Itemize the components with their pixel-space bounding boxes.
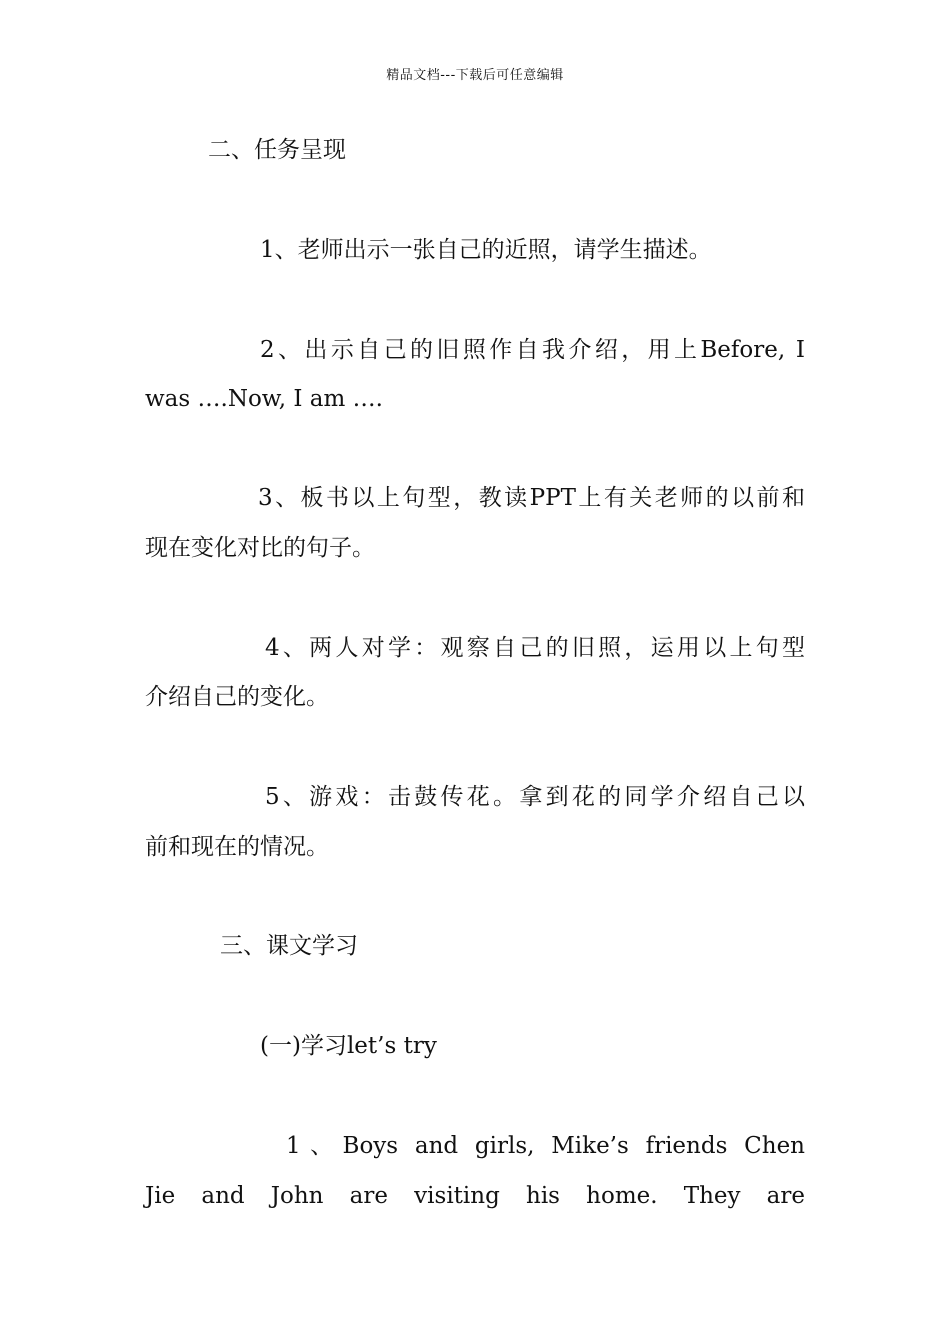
- subsection-lets-try: (一)学习let’s try: [260, 1033, 437, 1059]
- step-4-line-2: 介绍自己的变化。: [145, 684, 329, 710]
- step-5-line-2: 前和现在的情况。: [145, 834, 329, 860]
- step-5-line-1: 5、游戏：击鼓传花。拿到花的同学介绍自己以: [265, 784, 805, 810]
- lesson-step-1-line-2: Jie and John are visiting his home. They are: [145, 1183, 805, 1209]
- step-3-line-1: 3、板书以上句型，教读PPT上有关老师的以前和: [258, 485, 805, 511]
- step-2-line-2: was ….Now, I am ….: [145, 386, 383, 412]
- lesson-step-1-line-1: 1、Boys and girls, Mike’s friends Chen: [286, 1133, 805, 1159]
- step-4-line-1: 4、两人对学：观察自己的旧照，运用以上句型: [265, 635, 805, 661]
- section-heading-task: 二、任务呈现: [208, 137, 346, 163]
- step-1: 1、老师出示一张自己的近照，请学生描述。: [260, 237, 712, 263]
- step-2-line-1: 2、出示自己的旧照作自我介绍，用上Before, I: [260, 337, 805, 363]
- step-3-line-2: 现在变化对比的句子。: [145, 535, 375, 561]
- section-heading-lesson: 三、课文学习: [220, 933, 358, 959]
- page-header: 精品文档---下载后可任意编辑: [386, 68, 564, 83]
